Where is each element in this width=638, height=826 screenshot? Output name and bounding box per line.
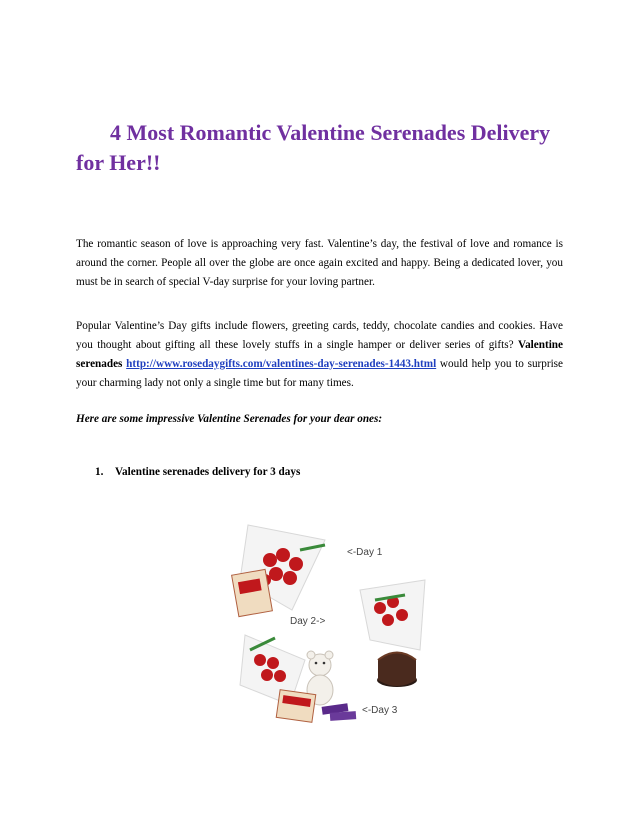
bold-phrase: Valentine serenades: [76, 339, 563, 370]
serenades-link[interactable]: http://www.rosedaygifts.com/valentines-day-serenades-1443.html: [126, 358, 437, 370]
list-number: 1.: [95, 466, 104, 478]
label-day2: Day 2->: [290, 616, 326, 627]
list-item: [95, 466, 300, 478]
serenades-gift-image: [230, 520, 430, 730]
greeting-card-day1: [232, 569, 273, 616]
greeting-card-day3: [276, 690, 316, 723]
paragraph-gifts-tail: would help you to surprise your charming lady not only a single time but for many times.: [76, 358, 564, 389]
paragraph-intro: The romantic season of love is approaching very fast. Valentine’s day, the festival of love and romance is around the corner. People all over the globe are once again excited and happy. Being a dedicated lover, you must be in search of special V-day surprise for your loving partner.: [76, 238, 563, 288]
rose-bouquet-day2: [360, 580, 425, 650]
chocolate-cake-day2: [377, 653, 417, 688]
label-day3: <-Day 3: [362, 705, 398, 716]
list-label: Valentine serenades delivery for 3 days: [115, 466, 301, 478]
paragraph-gifts-text: Popular Valentine’s Day gifts include flowers, greeting cards, teddy, chocolate candies and cookies. Have you thought about gifting all these lovely stuffs in a single hamper or deliver series of gifts?: [76, 320, 563, 351]
label-day1: <-Day 1: [347, 547, 383, 558]
section-intro: Here are some impressive Valentine Serenades for your dear ones:: [76, 413, 383, 425]
page-title: 4 Most Romantic Valentine Serenades Delivery for Her!!: [76, 120, 551, 175]
chocolates-day3: [322, 703, 357, 721]
paragraph-gifts: [76, 317, 563, 393]
